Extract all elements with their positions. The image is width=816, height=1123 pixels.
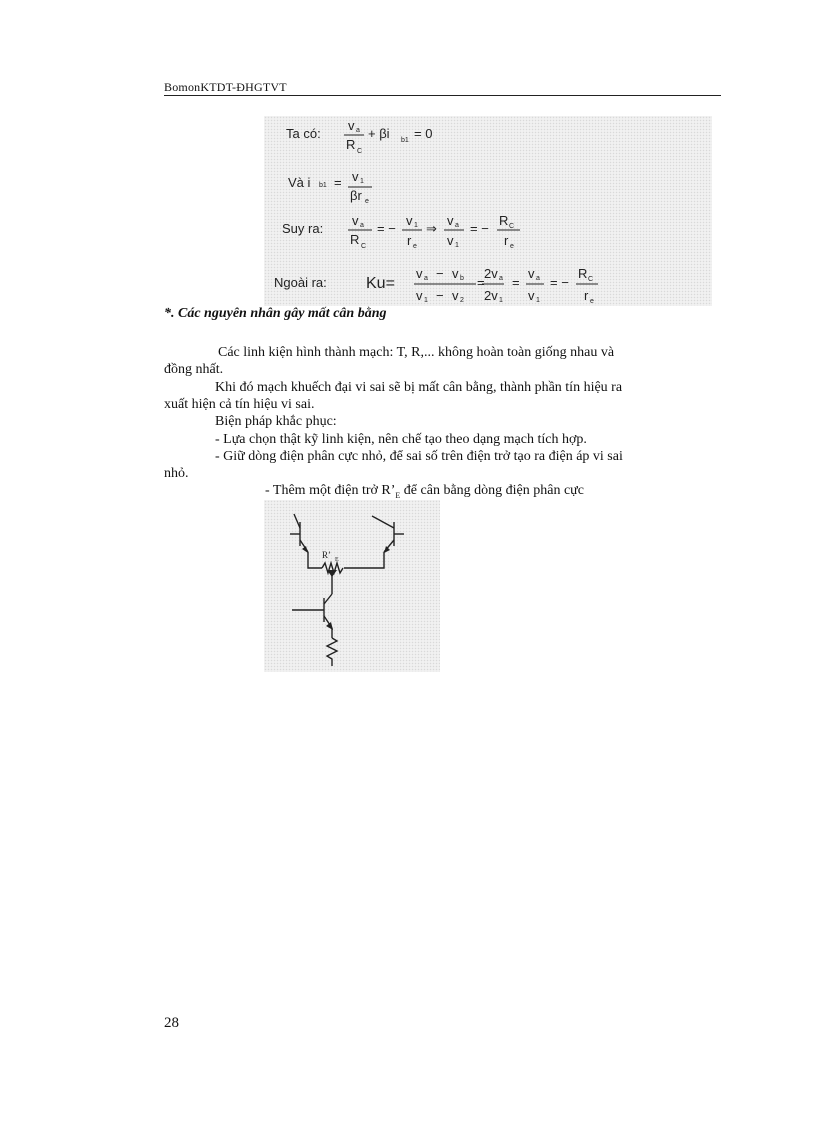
f4-d2: 2v [484,288,498,303]
paragraph-line-2: đồng nhất. [164,362,224,377]
f1-den-sub: C [357,148,363,155]
last-line-sub: E [395,490,401,500]
f3-n2-sub: 1 [414,222,418,229]
f3-n4: R [499,213,509,228]
bottom-transistor [292,594,332,628]
header-title: BomonKTDT-ĐHGTVT [164,80,287,94]
f4-eq3: = − [550,275,569,290]
f4-n1b: v [452,266,459,281]
f4-eq1: = [477,275,485,290]
f4-ku: Ku= [366,275,395,292]
f4-n3: v [528,266,535,281]
right-emitter-arrow [384,546,390,553]
f3-n1: v [352,213,359,228]
header-divider [164,95,721,96]
f4-n3-sub: a [536,275,540,282]
f2-prefix-sub: b1 [319,182,327,189]
formula-image [264,116,712,306]
f4-d1-sub: 1 [424,297,428,304]
f4-d3: v [528,288,535,303]
left-transistor [290,514,308,552]
f3-prefix: Suy ra: [282,221,324,236]
f2-den-sub: e [365,198,369,205]
f3-eq1: = − [377,221,396,236]
f4-n1-minus: − [436,266,444,281]
emitter-resistor [327,638,337,666]
f1-prefix: Ta có: [286,126,321,141]
f3-n3-sub: a [455,222,459,229]
fraction-bars [344,135,598,284]
f4-d4-sub: e [590,298,594,305]
f4-n1-sub: a [424,275,428,282]
f3-n2: v [406,213,413,228]
f4-n1b-sub: b [460,275,464,282]
last-line-post: để cân bằng dòng điện phân cực [400,483,584,498]
f3-arrow: ⇒ [426,221,437,236]
f3-d1: R [350,232,360,247]
paragraph-line-8: nhỏ. [164,466,189,481]
f2-eq: = [334,175,342,190]
paragraph-line-7: - Giữ dòng điện phân cực nhỏ, để sai số trên điện trở tạo ra điện áp vi sai [215,449,623,464]
f1-num-sub: a [356,127,360,134]
f3-d2: r [407,233,412,248]
f2-den: βr [350,188,362,203]
paragraph-line-1: Các linh kiện hình thành mạch: T, R,... không hoàn toàn giống nhau và [218,345,615,360]
f2-prefix: Và i [288,175,311,190]
formula-svg [264,116,712,306]
circuit-diagram [264,500,440,672]
f3-d4: r [504,233,509,248]
f4-n1: v [416,266,423,281]
circuit-svg [264,500,440,672]
f1-plus: + βi [368,126,390,141]
paragraph-line-3: Khi đó mạch khuếch đại vi sai sẽ bị mất cân bằng, thành phần tín hiệu ra [215,380,623,395]
paragraph-line-6: - Lựa chọn thật kỹ linh kiện, nên chế tạo theo dạng mạch tích hợp. [215,432,587,447]
f4-n4: R [578,266,588,281]
f2-num-sub: 1 [360,178,364,185]
f3-n3: v [447,213,454,228]
f4-n2-sub: a [499,275,503,282]
f4-d2-sub: 1 [499,297,503,304]
f4-d1b-sub: 2 [460,297,464,304]
f4-prefix: Ngoài ra: [274,275,327,290]
f3-d3-sub: 1 [455,242,459,249]
f3-d2-sub: e [413,243,417,250]
section-heading: *. Các nguyên nhân gây mất cân bằng [164,306,387,321]
f4-eq2: = [512,275,520,290]
right-transistor [372,516,404,552]
left-wire [308,552,322,568]
f3-n4-sub: C [509,223,515,230]
page-number: 28 [164,1015,179,1031]
f3-d4-sub: e [510,243,514,250]
f3-eq2: = − [470,221,489,236]
last-line-pre: - Thêm một điện trở R’ [265,483,396,498]
f3-d1-sub: C [361,243,367,250]
re-prime-label-sub: E [335,557,339,563]
f4-d4: r [584,288,589,303]
f4-d1b: v [452,288,459,303]
f1-den: R [346,137,356,152]
f4-n4-sub: C [588,276,594,283]
re-prime-label: R’ [322,550,331,560]
f4-n2: 2v [484,266,498,281]
f4-d1-minus: − [436,288,444,303]
f3-n1-sub: a [360,222,364,229]
f1-plus-sub: b1 [401,137,409,144]
right-wire [344,552,384,568]
f4-d3-sub: 1 [536,297,540,304]
f3-d3: v [447,233,454,248]
f2-num: v [352,169,359,184]
f4-d1: v [416,288,423,303]
paragraph-line-5: Biện pháp khắc phục: [215,414,337,429]
f1-num: v [348,118,355,133]
paragraph-line-4: xuất hiện cả tín hiệu vi sai. [164,397,315,412]
f1-tail: = 0 [414,126,433,141]
